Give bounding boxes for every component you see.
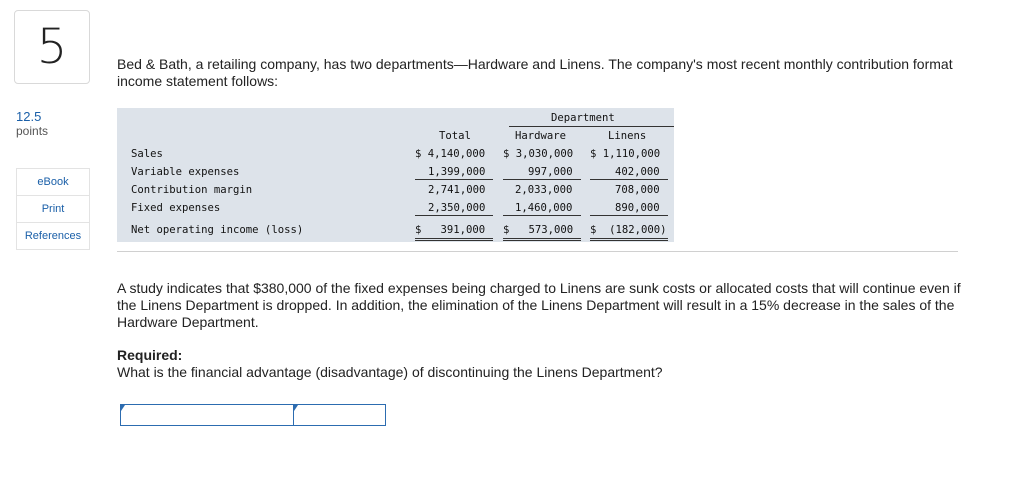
- points-label: points: [16, 124, 49, 138]
- sales-linens: $ 1,110,000: [590, 148, 661, 160]
- required-heading: Required:: [117, 347, 183, 363]
- contribution-margin-linens: 708,000: [615, 184, 660, 196]
- variable-expenses-linens: 402,000: [615, 166, 660, 178]
- fixed-expenses-total: 2,350,000: [428, 202, 486, 214]
- fixed-expenses-linens: 890,000: [615, 202, 660, 214]
- answer-amount-field[interactable]: [294, 405, 385, 425]
- income-statement: [117, 108, 674, 242]
- dropdown-indicator-icon: [121, 405, 125, 411]
- total-double-underline: [415, 238, 493, 241]
- linens-underline-2: [590, 215, 668, 216]
- col-header-linens: Linens: [608, 130, 647, 142]
- row-label-fixed-expenses: Fixed expenses: [131, 202, 221, 214]
- references-link[interactable]: References: [16, 222, 90, 250]
- department-underline: [509, 126, 674, 127]
- row-label-sales: Sales: [131, 148, 163, 160]
- contribution-margin-hardware: 2,033,000: [515, 184, 573, 196]
- net-operating-income-hardware: $ 573,000: [503, 224, 574, 236]
- intro-text: Bed & Bath, a retailing company, has two departments—Hardware and Linens. The company's most recent monthly contribution format income statement follows:: [117, 56, 953, 89]
- contribution-margin-total: 2,741,000: [428, 184, 486, 196]
- variable-expenses-total: 1,399,000: [428, 166, 486, 178]
- linens-double-underline: [590, 238, 668, 241]
- total-underline-2: [415, 215, 493, 216]
- fixed-expenses-hardware: 1,460,000: [515, 202, 573, 214]
- required-question: What is the financial advantage (disadvantage) of discontinuing the Linens Department?: [117, 364, 663, 380]
- sidebar-links: [16, 168, 90, 250]
- answer-label-field[interactable]: [121, 405, 294, 425]
- col-header-total: Total: [439, 130, 471, 142]
- row-label-net-operating-income: Net operating income (loss): [131, 224, 304, 236]
- ebook-link[interactable]: eBook: [16, 168, 90, 195]
- row-label-variable-expenses: Variable expenses: [131, 166, 240, 178]
- sales-total: $ 4,140,000: [415, 148, 486, 160]
- department-header: Department: [551, 112, 615, 124]
- sales-hardware: $ 3,030,000: [503, 148, 574, 160]
- points-value: 12.5: [16, 109, 42, 124]
- net-operating-income-total: $ 391,000: [415, 224, 486, 236]
- study-text: A study indicates that $380,000 of the fixed expenses being charged to Linens are sunk costs or allocated costs that will continue even if the Linens Department is dropped. In addition, the elimination of the Linens Department will result in a 15% decrease in the sales of the Hardware Department.: [117, 280, 961, 330]
- section-divider: [117, 251, 958, 252]
- hardware-underline-1: [503, 179, 581, 180]
- linens-underline-1: [590, 179, 668, 180]
- question-number: 5: [14, 10, 90, 84]
- hardware-double-underline: [503, 238, 581, 241]
- input-indicator-icon: [294, 405, 298, 411]
- answer-row: [120, 404, 386, 426]
- row-label-contribution-margin: Contribution margin: [131, 184, 253, 196]
- net-operating-income-linens: $ (182,000): [590, 224, 667, 236]
- variable-expenses-hardware: 997,000: [528, 166, 573, 178]
- col-header-hardware: Hardware: [515, 130, 567, 142]
- hardware-underline-2: [503, 215, 581, 216]
- print-link[interactable]: Print: [16, 195, 90, 222]
- total-underline-1: [415, 179, 493, 180]
